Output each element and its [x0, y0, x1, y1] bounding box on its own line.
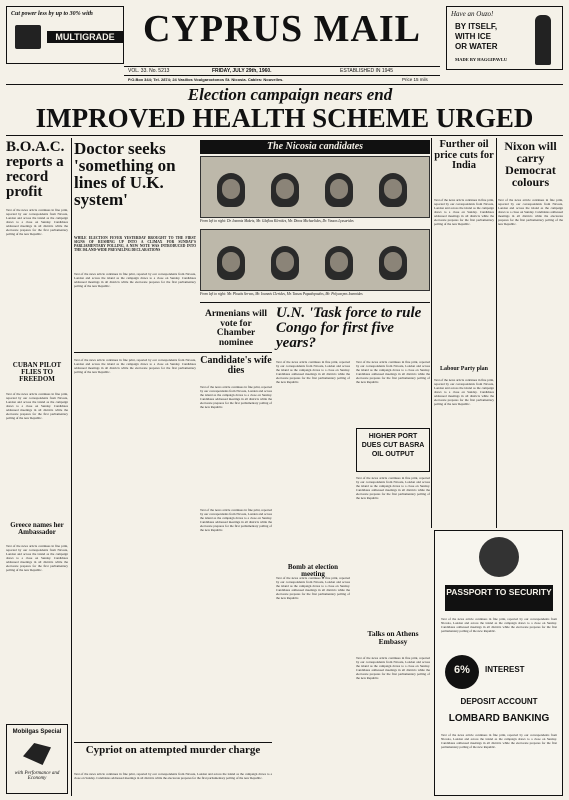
greece-article: Text of the news article continues in fine print, reported by our correspondents from Nicosia, London and across the island as the campaign draws to a close on Sunday. Candidates addressed meetings in all districts while the electorate prepares for the first parliamentary polling of the new Republic.	[6, 544, 68, 572]
un-article-1: Text of the news article continues in fine print, reported by our correspondents from Nicosia, London and across the island as the campaign draws to a close on Sunday. Candidates addressed meetings in all districts while the electorate prepares for the first parliamentary polling of the new Republic.	[276, 360, 350, 384]
nicosia-banner-text: The Nicosia candidates	[266, 141, 364, 152]
candidate-portrait	[217, 246, 245, 280]
cuban-pilot-article: Text of the news article continues in fine print, reported by our correspondents from Nicosia, London and across the island as the campaign draws to a close on Sunday. Candidates addressed meetings in all districts while the electorate prepares for the first parliamentary polling of the new Republic.	[6, 392, 68, 420]
candidates-wife-article: Text of the news article continues in fine print, reported by our correspondents from Nicosia, London and across the island as the campaign draws to a close on Sunday. Candidates addressed meetings in all districts while the electorate prepares for the first parliamentary polling of the new Republic.	[200, 385, 272, 409]
nicosia-banner	[200, 140, 430, 154]
mobilgas-ad	[6, 724, 68, 794]
crest-icon	[479, 537, 519, 577]
photo-rule	[200, 302, 430, 303]
candidate-portrait	[379, 246, 407, 280]
ouzo-ad-maker: MADE BY HAGGIPAVLU	[455, 57, 508, 62]
armenians-headline: Armenians will vote for Chamber nominee	[204, 309, 267, 348]
campaign-column-1: Text of the news article continues in fine print, reported by our correspondents from Nicosia, London and across the island as the campaign draws to a close on Sunday. Candidates addressed meetings in all districts while the electorate prepares for the first parliamentary polling of the new Republic.	[74, 358, 196, 374]
candidates-wife-headline: Candidate's wife dies	[200, 355, 272, 376]
cypriot-rule	[74, 742, 272, 743]
labour-plan-headline: Labour Party plan	[440, 366, 488, 372]
cypriot-article: Text of the news article continues in fine print, reported by our correspondents from Nicosia, London and across the island as the campaign draws to a close on Sunday. Candidates addressed meetings in all districts while the electorate prepares for the first parliamentary polling of the new Republic.	[74, 772, 272, 780]
lombard-ad	[434, 530, 563, 796]
rate-value: 6%	[454, 664, 470, 676]
bomb-headline: Bomb at election meeting	[287, 563, 339, 578]
talks-athens-article: Text of the news article continues in fine print, reported by our correspondents from Nicosia, London and across the island as the campaign draws to a close on Sunday. Candidates addressed meetings in all districts while the electorate prepares for the first parliamentary polling of the new Republic.	[356, 656, 430, 680]
un-headline: U.N. 'Task force to rule Congo for first five years?	[276, 305, 422, 351]
doctor-article: Text of the news article continues in fine print, reported by our correspondents from Nicosia, London and across the island as the campaign draws to a close on Sunday. Candidates addressed meetings in all districts while the electorate prepares for the first parliamentary polling of the new Republic.	[74, 272, 196, 288]
ouzo-ad-line3: WITH ICE	[455, 32, 491, 41]
passport-title: PASSPORT TO SECURITY	[445, 585, 553, 611]
higher-port-article: Text of the news article continues in fine print, reported by our correspondents from Nicosia, London and across the island as the campaign draws to a close on Sunday. Candidates addressed meetings in all districts while the electorate prepares for the first parliamentary polling of the new Republic.	[356, 476, 430, 500]
higher-port-headline: HIGHER PORT DUES CUT BASRA OIL OUTPUT	[361, 433, 425, 458]
masthead-volume: VOL. 33. No. 5213	[128, 68, 170, 74]
further-oil-headline: Further oil price cuts for India	[434, 139, 494, 171]
candidate-portrait	[325, 246, 353, 280]
divider	[496, 138, 497, 528]
photo-caption-bottom: From left to right: Mr. Ploutis Servas, Mr. Ioannis Clerides, Mr. Tassos Papadopoulos, Mr. Polycarpos Ioannides	[200, 292, 363, 296]
campaign-column-2: Text of the news article continues in fine print, reported by our correspondents from Nicosia, London and across the island as the campaign draws to a close on Sunday. Candidates addressed meetings in all districts while the electorate prepares for the first parliamentary polling of the new Republic.	[200, 508, 272, 532]
ouzo-ad-headline: Have an Ouzo!	[451, 10, 494, 18]
doctor-headline: Doctor seeks 'something on lines of U.K. system'	[74, 139, 176, 209]
main-headline: IMPROVED HEALTH SCHEME URGED	[35, 103, 534, 133]
kicker-headline: Election campaign nears end	[187, 85, 393, 104]
deposit-label: DEPOSIT ACCOUNT	[460, 697, 538, 706]
further-oil-article: Text of the news article continues in fine print, reported by our correspondents from Nicosia, London and across the island as the campaign draws to a close on Sunday. Candidates addressed meetings in all districts while the electorate prepares for the first parliamentary polling of the new Republic.	[434, 198, 494, 226]
mobil-pegasus-icon	[23, 743, 51, 765]
talks-athens-headline: Talks on Athens Embassy	[367, 629, 419, 646]
multigrade-ad	[6, 6, 124, 64]
nixon-headline: Nixon will carry Democrat colours	[504, 139, 557, 189]
un-article-2: Text of the news article continues in fine print, reported by our correspondents from Nicosia, London and across the island as the campaign draws to a close on Sunday. Candidates addressed meetings in all districts while the electorate prepares for the first parliamentary polling of the new Republic.	[356, 360, 430, 384]
candidate-portrait	[217, 173, 245, 207]
photo-caption-top: From left to right: Dr. Ioannis Makris, Mr. Glafkos Klerides, Mr. Dinos Michaelides, Dr. Vassos Lyssarides	[200, 219, 354, 223]
divider	[71, 138, 72, 796]
masthead-price: Price 15 mils	[402, 77, 428, 82]
masthead	[124, 6, 440, 66]
boac-article: Text of the news article continues in fine print, reported by our correspondents from Nicosia, London and across the island as the campaign draws to a close on Sunday. Candidates addressed meetings in all districts while the electorate prepares for the first parliamentary polling of the new Republic.	[6, 208, 68, 236]
boac-headline: B.O.A.C. reports a record profit	[6, 139, 65, 200]
candidate-portrait	[325, 173, 353, 207]
doctor-subhead: WHILE ELECTION FEVER YESTERDAY BROUGHT TO THE FIRST SIGNS OF RUSHING UP INTO A CLIMAX FOR SUNDAY'S PARLIAMENTARY POLLING, A NEW NOTE WAS INTRODUCED INTO THE ISLAND-WIDE PREVAILING DECLARATIONS	[74, 236, 196, 252]
ouzo-ad-line2: BY ITSELF,	[455, 22, 498, 31]
ouzo-ad	[446, 6, 563, 70]
main-headline-rule	[6, 135, 563, 136]
motor-oil-can-icon	[15, 25, 41, 49]
cuban-pilot-headline: CUBAN PILOT FLIES TO FREEDOM	[12, 361, 62, 383]
nixon-article: Text of the news article continues in fine print, reported by our correspondents from Nicosia, London and across the island as the campaign draws to a close on Sunday. Candidates addressed meetings in all districts while the electorate prepares for the first parliamentary polling of the new Republic.	[498, 198, 563, 226]
masthead-date: FRIDAY, JULY 29th, 1960.	[212, 68, 272, 74]
greece-headline: Greece names her Ambassador	[10, 521, 64, 536]
multigrade-ad-text: Cut power less by up to 30% with	[11, 11, 93, 17]
nicosia-photo-top	[200, 156, 430, 218]
candidate-portrait	[271, 246, 299, 280]
masthead-address: P.O.Box 344; Tel. 2874; 24 Vasilios Voulgaroctonos St. Nicosia. Cables: Nouvelles.	[128, 77, 284, 82]
labour-plan-article: Text of the news article continues in fine print, reported by our correspondents from Nicosia, London and across the island as the campaign draws to a close on Sunday. Candidates addressed meetings in all districts while the electorate prepares for the first parliamentary polling of the new Republic.	[434, 378, 494, 406]
bomb-article: Text of the news article continues in fine print, reported by our correspondents from Nicosia, London and across the island as the campaign draws to a close on Sunday. Candidates addressed meetings in all districts while the electorate prepares for the first parliamentary polling of the new Republic.	[276, 576, 350, 600]
ouzo-ad-line4: OR WATER	[455, 42, 498, 51]
lombard-ad-footer: Text of the news article continues in fine print, reported by our correspondents from Nicosia, London and across the island as the campaign draws to a close on Sunday. Candidates addressed meetings in all districts while the electorate prepares for the first parliamentary polling of the new Republic.	[441, 733, 557, 749]
multigrade-brand: MULTIGRADE	[47, 31, 123, 43]
masthead-title: CYPRUS MAIL	[142, 8, 422, 50]
candidate-portrait	[271, 173, 299, 207]
divider	[431, 138, 432, 528]
mobilgas-brand: Mobilgas Special	[12, 729, 62, 735]
higher-port-box	[356, 428, 430, 472]
cypriot-headline: Cypriot on attempted murder charge	[85, 744, 261, 756]
lombard-brand: LOMBARD BANKING	[448, 713, 550, 724]
interest-label: INTEREST	[485, 665, 525, 674]
doctor-rule	[74, 352, 272, 353]
masthead-rule-mid	[124, 75, 440, 76]
ouzo-bottle-icon	[535, 15, 551, 65]
mobilgas-tagline: with Performance and Economy	[14, 771, 60, 781]
nicosia-photo-bottom	[200, 229, 430, 291]
masthead-rule-top	[124, 66, 440, 67]
candidate-portrait	[379, 173, 407, 207]
passport-ad-body: Text of the news article continues in fine print, reported by our correspondents from Nicosia, London and across the island as the campaign draws to a close on Sunday. Candidates addressed meetings in all districts while the electorate prepares for the first parliamentary polling of the new Republic.	[441, 617, 557, 633]
masthead-established: ESTABLISHED IN 1945	[340, 68, 393, 74]
